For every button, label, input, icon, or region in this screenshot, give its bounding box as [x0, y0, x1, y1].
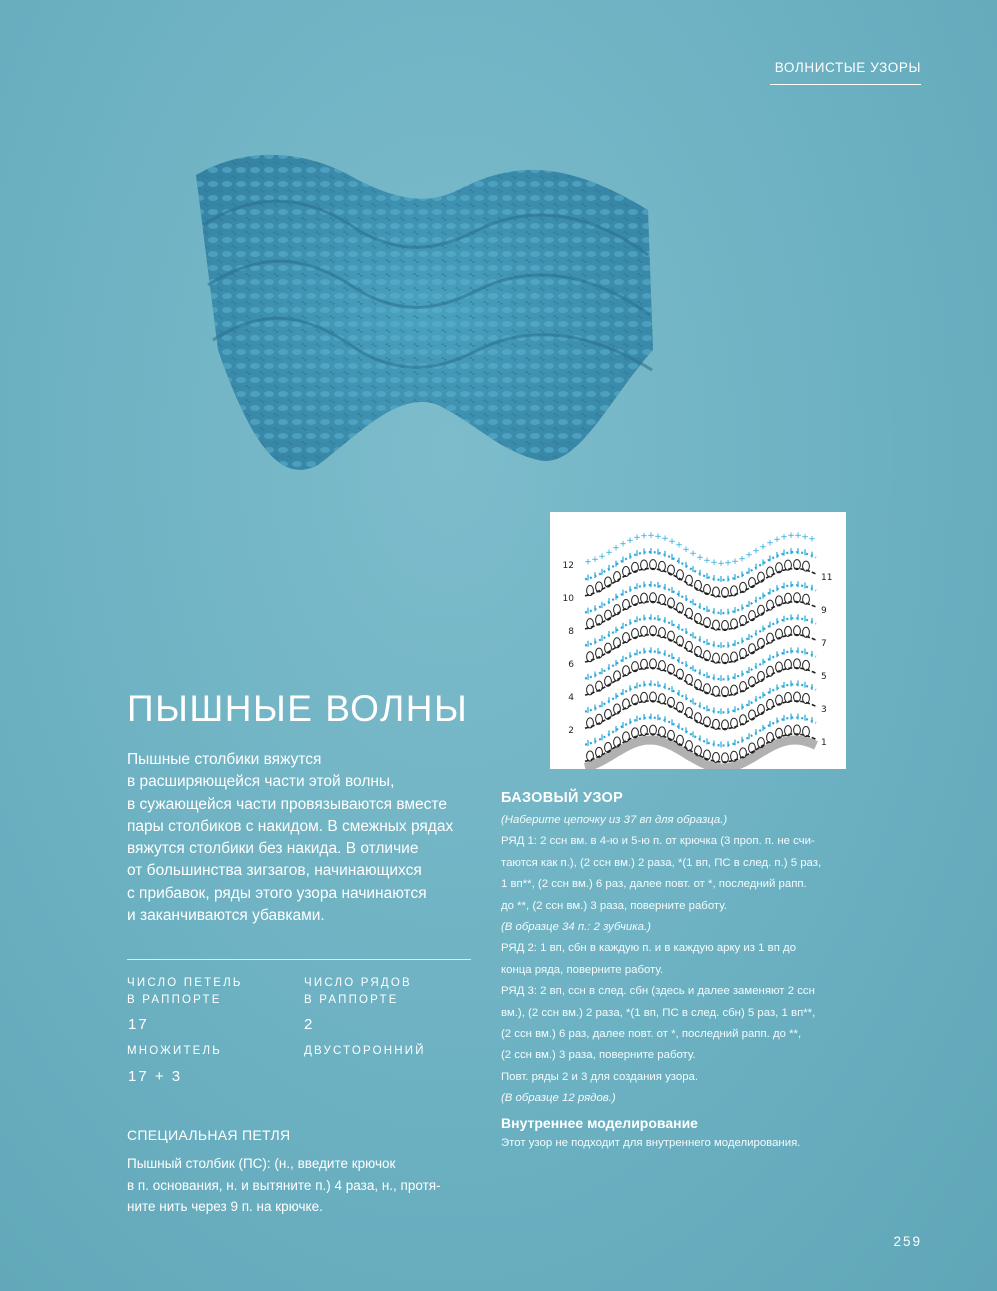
- diagram-stitch: [614, 671, 621, 681]
- diagram-stitch: [767, 732, 774, 742]
- stitches-label: [127, 975, 243, 1008]
- diagram-top-stitch: +: [654, 531, 662, 542]
- diagram-stitch: [587, 652, 594, 662]
- intro-line: пары столбиков с накидом. В смежных рядах: [127, 817, 454, 835]
- diagram-stitch: [767, 633, 774, 643]
- diagram-stitch: [713, 620, 720, 630]
- diagram-row-label-left: 6: [568, 660, 574, 670]
- diagram-stitch: [785, 593, 792, 603]
- diagram-top-stitch: +: [801, 532, 809, 543]
- diagram-stitch: [659, 594, 666, 604]
- diagram-stitch: [731, 751, 738, 761]
- intro-line: вяжутся столбики без накида. В отличие: [127, 840, 419, 858]
- diagram-stitch: [623, 633, 630, 643]
- diagram-stitch: [731, 685, 738, 695]
- diagram-stitch: [659, 727, 666, 737]
- multiplier-label: МНОЖИТЕЛЬ: [127, 1045, 223, 1057]
- diagram-stitch: [713, 686, 720, 696]
- diagram-top-stitch: +: [787, 531, 795, 542]
- diagram-stitch: [686, 708, 693, 718]
- diagram-stitch: [614, 737, 621, 747]
- crochet-swatch-image: [178, 135, 678, 485]
- diagram-stitch: [713, 653, 720, 663]
- diagram-top-stitch: +: [724, 558, 732, 569]
- rows-label: [304, 975, 412, 1008]
- diagram-top-stitch: +: [738, 554, 746, 565]
- diagram-stitch: [686, 641, 693, 651]
- diagram-top-stitch: +: [584, 557, 592, 568]
- diagram-stitch: [803, 693, 810, 703]
- diagram-stitch: [767, 567, 774, 577]
- intro-line: от большинства зигзагов, начинающихся: [127, 862, 422, 880]
- base-pattern-title: БАЗОВЫЙ УЗОР: [501, 790, 624, 806]
- diagram-stitch: [623, 600, 630, 610]
- diagram-stitch: [587, 685, 594, 695]
- diagram-stitch: [731, 718, 738, 728]
- diagram-top-stitch: +: [745, 550, 753, 561]
- diagram-stitch: [803, 594, 810, 604]
- diagram-stitch: [587, 751, 594, 761]
- diagram-top-stitch: +: [710, 558, 718, 569]
- diagram-stitch: [731, 586, 738, 596]
- diagram-stitch: [686, 741, 693, 751]
- diagram-stitch: [803, 660, 810, 670]
- instruction-line: до **, (2 ссн вм.) 3 раза, поверните работу.: [501, 899, 727, 912]
- diagram-stitch: [614, 605, 621, 615]
- diagram-stitch: [803, 727, 810, 737]
- internal-modeling-line: Этот узор не подходит для внутреннего моделирования.: [501, 1136, 801, 1149]
- instruction-line: РЯД 1: 2 ссн вм. в 4-ю и 5-ю п. от крючка (3 проп. п. не счи-: [501, 835, 815, 848]
- diagram-top-stitch: +: [808, 534, 816, 545]
- diagram-stitch: [641, 560, 648, 570]
- diagram-stitch: [659, 694, 666, 704]
- diagram-top-stitch: +: [752, 546, 760, 557]
- instruction-line: Повт. ряды 2 и 3 для создания узора.: [501, 1070, 699, 1083]
- internal-modeling-title: Внутреннее моделирование: [501, 1114, 698, 1131]
- instruction-line: (2 ссн вм.) 6 раз, далее повт. от *, последний рапп. до **,: [501, 1028, 802, 1041]
- diagram-stitch: [686, 608, 693, 618]
- diagram-top-stitch: +: [780, 532, 788, 543]
- diagram-top-stitch: +: [647, 531, 655, 542]
- diagram-stitch: [785, 560, 792, 570]
- diagram-row-label-left: 8: [568, 627, 574, 637]
- stitches-value: 17: [128, 1016, 149, 1033]
- section-header: ВОЛНИСТЫЕ УЗОРЫ: [770, 60, 921, 85]
- diagram-stitch: [713, 587, 720, 597]
- diagram-stitch: [785, 626, 792, 636]
- diagram-stitch: [623, 566, 630, 576]
- diagram-stitch: [659, 661, 666, 671]
- diagram-stitch: [614, 572, 621, 582]
- diagram-stitch: [614, 704, 621, 714]
- diagram-stitch: [641, 692, 648, 702]
- diagram-row-label-right: 3: [821, 705, 827, 715]
- diagram-stitch: [623, 666, 630, 676]
- multiplier-value: 17 + 3: [128, 1068, 183, 1085]
- stitches-label-line: В РАППОРТЕ: [127, 993, 222, 1006]
- diagram-top-stitch: +: [619, 539, 627, 550]
- diagram-stitch: [686, 575, 693, 585]
- diagram-row-label-right: 7: [821, 639, 827, 649]
- diagram-stitch: [587, 619, 594, 629]
- instruction-line: конца ряда, поверните работу.: [501, 963, 664, 976]
- stitches-label-line: ЧИСЛО ПЕТЕЛЬ: [127, 977, 243, 989]
- pattern-title: ПЫШНЫЕ ВОЛНЫ: [127, 688, 469, 729]
- diagram-top-stitch: +: [668, 536, 676, 547]
- diagram-top-stitch: +: [640, 531, 648, 542]
- reversible-label: ДВУСТОРОННИЙ: [304, 1045, 426, 1057]
- diagram-stitch: [785, 659, 792, 669]
- diagram-top-stitch: +: [598, 551, 606, 562]
- diagram-top-stitch: +: [605, 547, 613, 558]
- instructions-column: [501, 790, 851, 1154]
- rows-label-line: В РАППОРТЕ: [304, 993, 399, 1006]
- diagram-stitch: [731, 652, 738, 662]
- special-stitch-text: [127, 1153, 477, 1218]
- diagram-stitch: [659, 628, 666, 638]
- diagram-row-label-left: 2: [568, 726, 574, 736]
- diagram-top-stitch: +: [682, 544, 690, 555]
- diagram-top-stitch: +: [731, 556, 739, 567]
- diagram-stitch: [686, 674, 693, 684]
- diagram-stitch: [641, 725, 648, 735]
- diagram-top-stitch: +: [626, 535, 634, 546]
- instruction-line: РЯД 2: 1 вп, сбн в каждую п. и в каждую арку из 1 вп до: [501, 942, 797, 955]
- intro-line: в сужающейся части провязываются вместе: [127, 795, 447, 813]
- diagram-row-label-right: 5: [821, 672, 827, 682]
- rows-label-line: ЧИСЛО РЯДОВ: [304, 977, 412, 989]
- page-number: 259: [893, 1234, 922, 1249]
- instruction-line: (Наберите цепочку из 37 вп для образца.): [501, 814, 728, 826]
- special-line: в п. основания, н. и вытяните п.) 4 раза, н., протя-: [127, 1177, 441, 1193]
- diagram-stitch: [623, 732, 630, 742]
- base-pattern-instructions: [501, 810, 851, 1110]
- diagram-stitch: [785, 726, 792, 736]
- diagram-row-label-left: 4: [568, 693, 574, 703]
- diagram-top-stitch: +: [675, 540, 683, 551]
- diagram-row-label-right: 11: [821, 573, 833, 583]
- diagram-stitch: [767, 600, 774, 610]
- diagram-top-stitch: +: [759, 542, 767, 553]
- diagram-top-stitch: +: [612, 543, 620, 554]
- diagram-stitch: [785, 693, 792, 703]
- diagram-stitch: [767, 666, 774, 676]
- specs-divider: [127, 959, 471, 960]
- diagram-top-stitch: +: [703, 555, 711, 566]
- diagram-top-stitch: +: [717, 558, 725, 569]
- intro-line: и заканчиваются убавками.: [127, 907, 325, 925]
- intro-line: с прибавок, ряды этого узора начинаются: [127, 884, 427, 902]
- diagram-stitch: [641, 659, 648, 669]
- special-line: Пышный столбик (ПС): (н., введите крючок: [127, 1156, 396, 1171]
- diagram-row-label-right: 9: [821, 606, 827, 616]
- diagram-stitch: [713, 752, 720, 762]
- internal-modeling-text: [501, 1133, 851, 1154]
- diagram-stitch: [803, 627, 810, 637]
- diagram-stitch: [659, 561, 666, 571]
- diagram-stitch: [731, 619, 738, 629]
- diagram-top-stitch: +: [633, 533, 641, 544]
- diagram-stitch: [641, 593, 648, 603]
- diagram-stitch: [713, 719, 720, 729]
- diagram-top-stitch: +: [794, 531, 802, 542]
- diagram-row-label-right: 1: [821, 738, 827, 748]
- intro-text: [127, 749, 472, 927]
- diagram-stitch: [641, 626, 648, 636]
- diagram-stitch: [623, 699, 630, 709]
- instruction-line: (В образце 12 рядов.): [501, 1092, 616, 1105]
- special-stitch-title: СПЕЦИАЛЬНАЯ ПЕТЛЯ: [127, 1127, 291, 1143]
- diagram-stitch: [587, 586, 594, 596]
- diagram-row-label-left: 12: [562, 561, 574, 571]
- intro-line: Пышные столбики вяжутся: [127, 751, 322, 768]
- diagram-top-stitch: +: [591, 555, 599, 566]
- intro-line: в расширяющейся части этой волны,: [127, 773, 395, 791]
- diagram-stitch: [767, 699, 774, 709]
- instruction-line: (В образце 34 п.: 2 зубчика.): [501, 921, 651, 934]
- instruction-line: РЯД 3: 2 вп, ссн в след. сбн (здесь и далее заменяют 2 ссн: [501, 985, 815, 998]
- diagram-row-label-left: 10: [562, 594, 574, 604]
- instruction-line: 1 вп**, (2 ссн вм.) 6 раз, далее повт. от *, последний рапп.: [501, 878, 807, 891]
- diagram-stitch: [614, 638, 621, 648]
- diagram-top-stitch: +: [689, 549, 697, 560]
- diagram-top-stitch: +: [766, 538, 774, 549]
- diagram-top-stitch: +: [696, 552, 704, 563]
- special-line: ните нить через 9 п. на крючке.: [127, 1199, 323, 1214]
- instruction-line: (2 ссн вм.) 3 раза, поверните работу.: [501, 1049, 696, 1062]
- diagram-stitch: [587, 718, 594, 728]
- rows-value: 2: [304, 1016, 315, 1033]
- diagram-stitch: [803, 561, 810, 571]
- diagram-top-stitch: +: [661, 533, 669, 544]
- diagram-top-stitch: +: [773, 535, 781, 546]
- stitch-diagram: [550, 512, 846, 769]
- instruction-line: вм.), (2 ссн вм.) 2 раза, *(1 вп, ПС в след. сбн) 5 раз, 1 вп**,: [501, 1006, 816, 1019]
- instruction-line: таются как п.), (2 ссн вм.) 2 раза, *(1 вп, ПС в след. п.) 5 раз,: [501, 856, 822, 869]
